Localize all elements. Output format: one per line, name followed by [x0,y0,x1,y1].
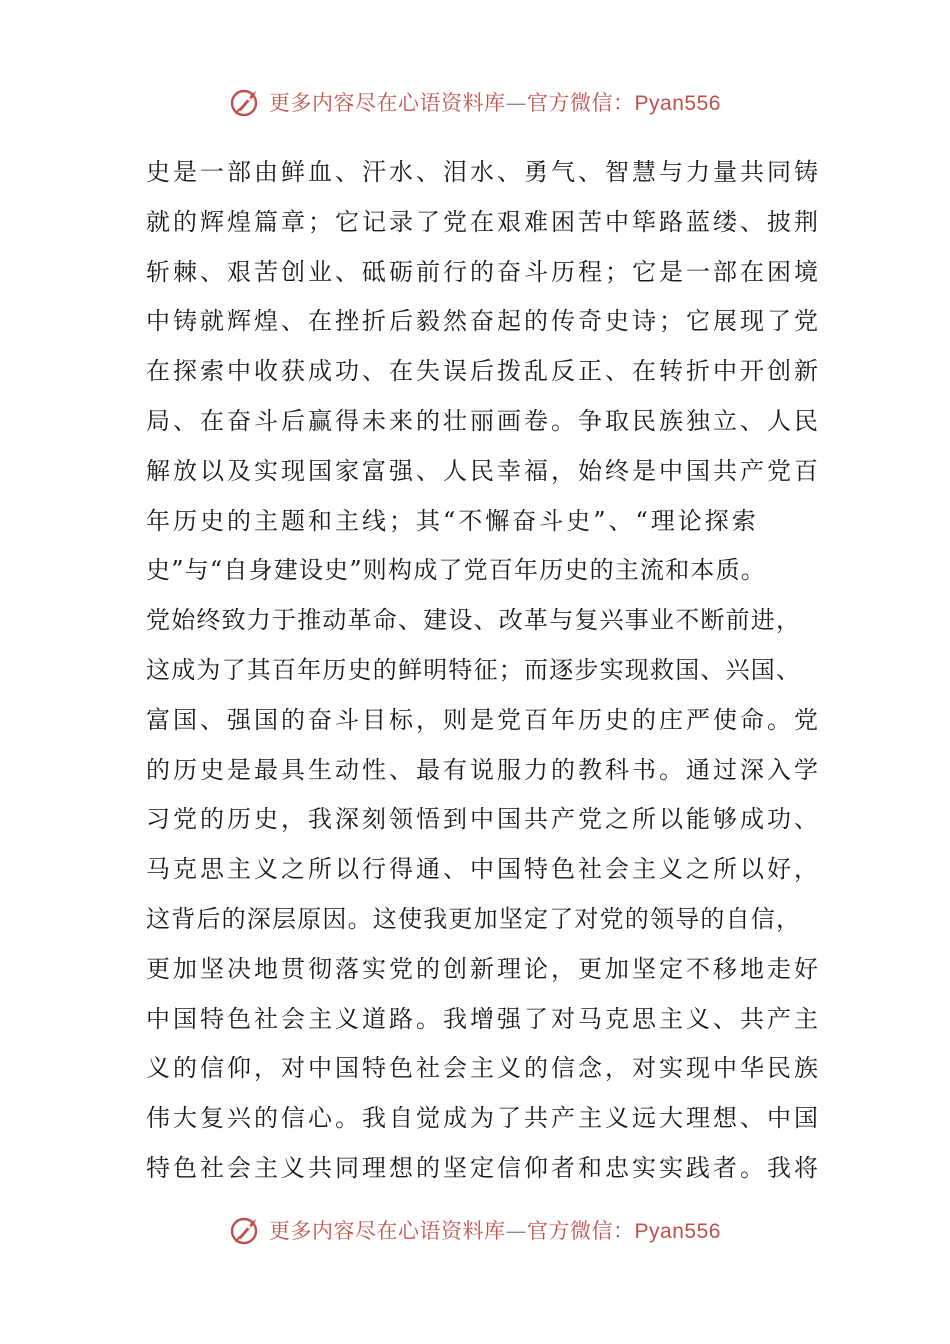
header-wechat-id: Pyan556 [634,92,721,115]
body-line: 史是一部由鲜血、汗水、泪水、勇气、智慧与力量共同铸 [146,158,821,186]
body-line: 习党的历史，我深刻领悟到中国共产党之所以能够成功、 [146,805,821,834]
body-line: 这背后的深层原因。这使我更加坚定了对党的领导的自信， [146,904,802,933]
body-line: 富国、强国的奋斗目标，则是党百年历史的庄严使命。党 [146,705,821,734]
header-main-text: 更多内容尽在心语资料库 [269,91,506,115]
footer-banner [0,1208,950,1252]
body-line: 的历史是最具生动性、最有说服力的教科书。通过深入学 [146,755,821,784]
body-line: 就的辉煌篇章；它记录了党在艰难困苦中筚路蓝缕、披荆 [146,207,821,236]
header-banner [0,80,950,124]
body-line: 更加坚决地贯彻落实党的创新理论，更加坚定不移地走好 [146,954,821,983]
footer-official-label: 官方微信： [527,1219,635,1243]
header-official-label: 官方微信： [527,91,635,115]
body-line: 特色社会主义共同理想的坚定信仰者和忠实实践者。我将 [146,1153,821,1182]
pen-nib-seal-icon [229,1213,263,1247]
footer-text [269,1215,721,1245]
pen-nib-seal-icon [229,85,263,119]
body-line: 局、在奋斗后赢得未来的壮丽画卷。争取民族独立、人民 [146,406,821,435]
header-separator: — [505,91,528,115]
body-line: 年历史的主题和主线；其“不懈奋斗史”、“理论探索 [146,506,759,535]
header-text [269,87,721,117]
footer-separator: — [505,1219,528,1243]
body-line: 在探索中收获成功、在失误后拨乱反正、在转折中开创新 [146,357,821,386]
body-line: 中铸就辉煌、在挫折后毅然奋起的传奇史诗；它展现了党 [146,307,821,336]
document-body [146,148,821,1194]
body-line: 斩棘、艰苦创业、砥砺前行的奋斗历程；它是一部在困境 [146,257,821,286]
body-line: 中国特色社会主义道路。我增强了对马克思主义、共产主 [146,1004,821,1033]
body-line: 党始终致力于推动革命、建设、改革与复兴事业不断前进， [146,606,802,635]
footer-wechat-id: Pyan556 [634,1220,721,1243]
body-line: 史”与“自身建设史”则构成了党百年历史的主流和本质。 [146,556,767,585]
footer-main-text: 更多内容尽在心语资料库 [269,1219,506,1243]
body-line: 这成为了其百年历史的鲜明特征；而逐步实现救国、兴国、 [146,655,802,684]
body-line: 伟大复兴的信心。我自觉成为了共产主义远大理想、中国 [146,1104,821,1133]
body-line: 解放以及实现国家富强、人民幸福，始终是中国共产党百 [146,456,821,485]
body-line: 马克思主义之所以行得通、中国特色社会主义之所以好， [146,855,821,884]
body-line: 义的信仰，对中国特色社会主义的信念，对实现中华民族 [146,1054,821,1083]
